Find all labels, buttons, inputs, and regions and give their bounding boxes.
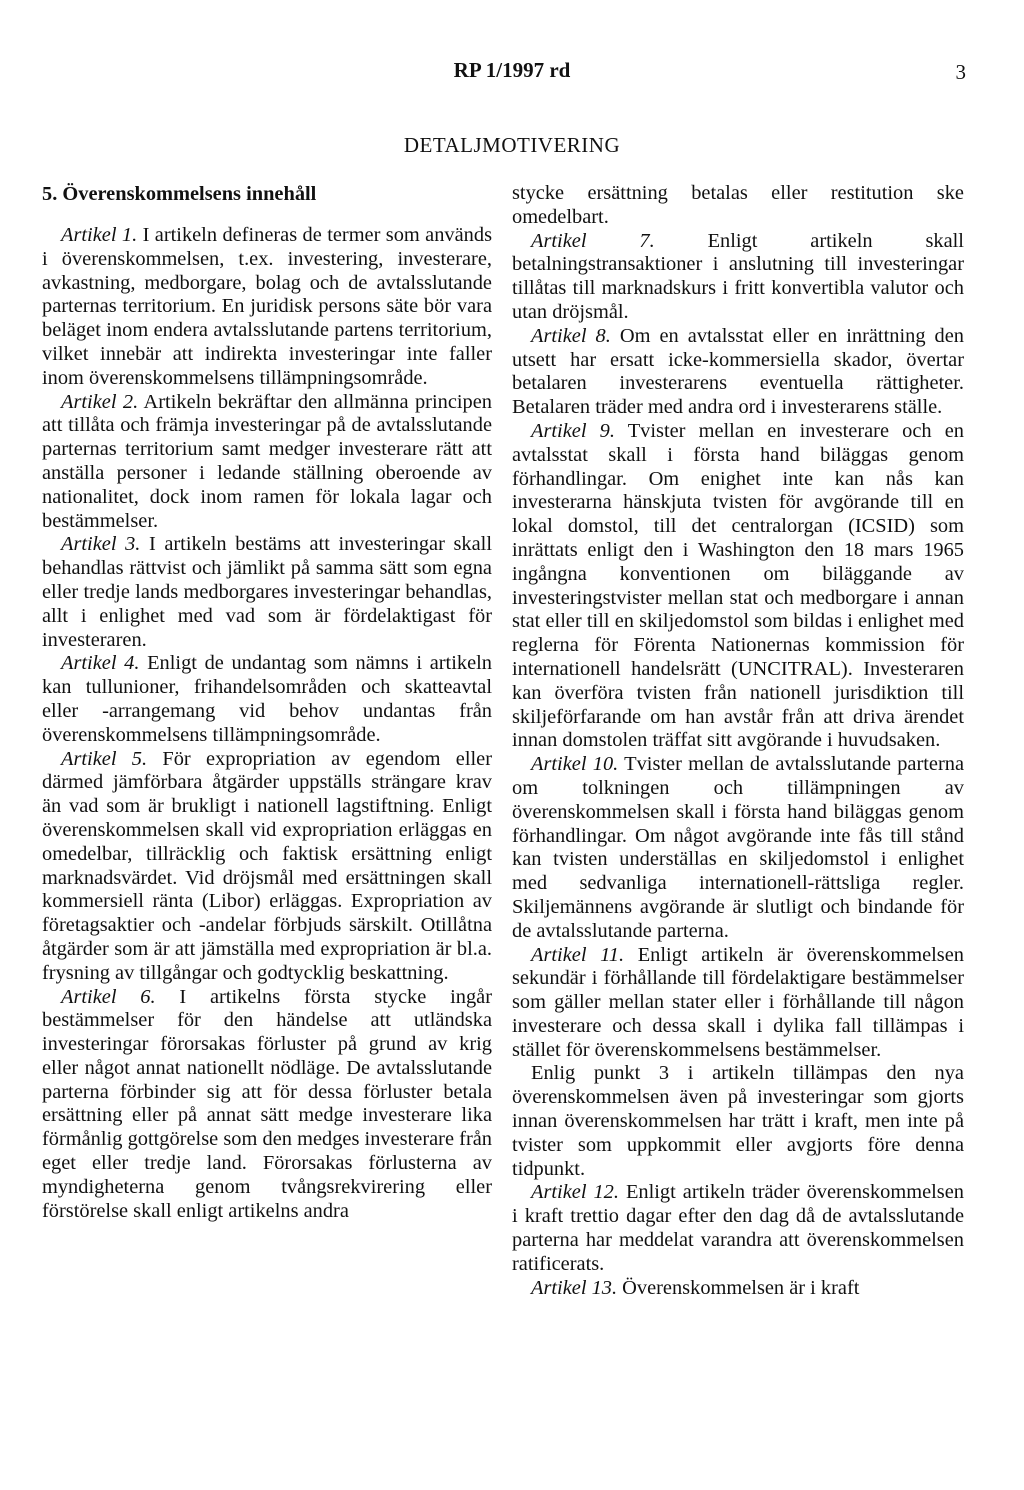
paragraph-artikel-4 [42, 652, 492, 747]
paragraph-text: Enligt de undantag som nämns i artikeln kan tullunioner, frihandelsområden och skatteavtal eller -arrangemang vid behov undantas från överenskommelsens tillämpningsområde. [42, 652, 492, 746]
paragraph-artikel-6 [42, 986, 492, 1224]
paragraph-artikel-2 [42, 391, 492, 534]
article-label: Artikel 1. [61, 224, 138, 246]
section-heading: DETALJMOTIVERING [403, 133, 621, 157]
article-label: Artikel 9. [531, 419, 615, 442]
paragraph-text: Artikeln bekräftar den allmänna principen att tillåta och främja investeringar på de avtalsslutande parternas territorium samt medger investerare rätt att anställa personer i ledande ställning oberoende av nationalitet, dock inom ramen för lokala lagar och bestämmelser. [42, 390, 492, 532]
paragraph-text: Om en avtalsstat eller en inrättning den utsett har ersatt icke-kommersiella skador, övertar betalaren investerarens eventuella rättigheter. Betalaren träder med andra ord i investerarens ställe. [512, 324, 964, 419]
paragraph-text: Tvister mellan de avtalsslutande parterna om tolkningen och tillämpningen av överenskommelsen skall i första hand biläggas genom förhandlingar. Om något avgörande inte fås till stånd kan tvisten underställas en skiljedomstol i enlighet med sedvanliga internationell-rättsliga regler. Skiljemännens avgörande är slutligt och bindande för de avtalsslutande parterna. [512, 753, 964, 942]
running-head: RP 1/1997 rd [453, 58, 571, 82]
paragraph-artikel-7 [512, 230, 964, 325]
paragraph-text: Tvister mellan en investerare och en avtalsstat skall i första hand biläggas genom förhandlingar. Om enighet inte kan nås kan investerarna hänskjuta tvisten för avgörande till en lokal domstol, till det centralorgan (ICSID) som inrättats enligt den i Washington den 18 mars 1965 ingångna konventionen om biläggande av investeringstvister mellan stat och medborgare i annan stat eller till en skiljedomstol som bildas i enlighet med reglerna för Förenta Nationernas kommission för internationell handelsrätt (UNCITRAL). Investeraren kan överföra tvisten från nationell jurisdiktion till skiljeförfarande om han avstår från att driva ärendet innan domstolen träffat sitt avgörande i huvudsaken. [512, 419, 964, 752]
article-label: Artikel 5. [61, 747, 148, 770]
continuation-text: stycke ersättning betalas eller restitution ske omedelbart. [512, 182, 964, 228]
article-label: Artikel 3. [61, 533, 141, 556]
page-number: 3 [955, 60, 966, 84]
paragraph-artikel-12 [512, 1181, 964, 1276]
paragraph-artikel-3 [42, 533, 492, 652]
article-label: Artikel 4. [61, 652, 140, 675]
paragraph-text: I artikeln bestäms att investeringar skall behandlas rättvist och jämlikt på samma sätt som egna eller tredje lands medborgares investeringar behandlas, allt i enlighet med vad som är fördelaktigast för investeraren. [42, 533, 492, 651]
paragraph-artikel-10 [512, 753, 964, 943]
article-label: Artikel 11. [531, 943, 625, 966]
paragraph-text: Enligt artikeln är överenskommelsen sekundär i förhållande till fördelaktigare bestämmelser som gäller mellan stater eller i förhållande till någon investerare och dessa skall i dylika fall tillämpas i stället för överenskommelsens bestämmelser. [512, 943, 964, 1061]
paragraph-artikel-5 [42, 748, 492, 986]
paragraph-text: För expropriation av egendom eller därmed jämförbara åtgärder uppställs strängare krav än vad som är brukligt i nationell lagstiftning. Enligt överenskommelsen skall vid expropriation erläggas en omedelbar, tillräcklig och faktisk ersättning enligt marknadsvärdet. Vid dröjsmål med ersättningen skall kommersiell ränta (Libor) erläggas. Expropriation av företagsaktier och -andelar förbjuds särskilt. Otillåtna åtgärder som är att jämställa med expropriation är bl.a. frysning av tillgångar och godtycklig beskattning. [42, 747, 492, 984]
article-label: Artikel 7. [531, 229, 655, 252]
article-label: Artikel 8. [531, 324, 611, 347]
paragraph-text: Överenskommelsen är i kraft [617, 1276, 860, 1299]
paragraph-artikel-11-punkt-3 [512, 1062, 964, 1181]
left-column [42, 182, 492, 1223]
paragraph-text: Enlig punkt 3 i artikeln tillämpas den nya överenskommelsen även på investeringar som gjorts innan överenskommelsen har trätt i kraft, men inte på tvister som uppkommit eller avgjorts före denna tidpunkt. [512, 1062, 964, 1180]
section-subheading: 5. Överenskommelsens innehåll [42, 183, 317, 205]
article-label: Artikel 6. [61, 985, 156, 1008]
article-label: Artikel 13. [531, 1276, 618, 1299]
article-label: Artikel 10. [531, 753, 619, 776]
article-label: Artikel 12. [531, 1181, 619, 1204]
paragraph-artikel-9 [512, 420, 964, 753]
paragraph-text: Enligt artikeln träder överenskommelsen i kraft trettio dagar efter den dag då de avtalsslutande parterna har meddelat varandra att överenskommelsen ratificerats. [512, 1181, 964, 1275]
paragraph-text: Enligt artikeln skall betalningstransaktioner i anslutning till investeringar tillåtas till marknadskurs i fritt konvertibla valutor och utan dröjsmål. [512, 229, 964, 323]
paragraph-artikel-8 [512, 325, 964, 420]
paragraph-text: I artikelns första stycke ingår bestämmelser för den händelse att utländska investeringar förorsakas förluster på grund av krig eller något annat nationellt nödläge. De avtalsslutande parterna förbinder sig att för dessa förluster betala ersättning eller på annat sätt medge investerare lika förmånlig gottgörelse som den medges investerare från eget eller tredje land. Förorsakas förlusterna av myndigheterna genom tvångsrekvirering eller förstörelse skall enligt artikelns andra [42, 985, 492, 1222]
paragraph-artikel-13 [512, 1277, 964, 1301]
article-label: Artikel 2. [61, 390, 139, 413]
right-column [512, 182, 964, 1300]
paragraph-artikel-1 [42, 224, 492, 391]
paragraph-artikel-11 [512, 944, 964, 1063]
page-header [0, 58, 1024, 88]
paragraph-text: I artikeln defineras de termer som används i överenskommelsen, t.ex. investering, investerare, avkastning, medborgare, bolag och de avtalsslutande parternas territorium. En juridisk persons säte bör vara beläget inom endera avtalsslutande partens territorium, vilket innebär att indirekta investeringar inte faller inom överenskommelsens tillämpningsområde. [42, 224, 492, 389]
